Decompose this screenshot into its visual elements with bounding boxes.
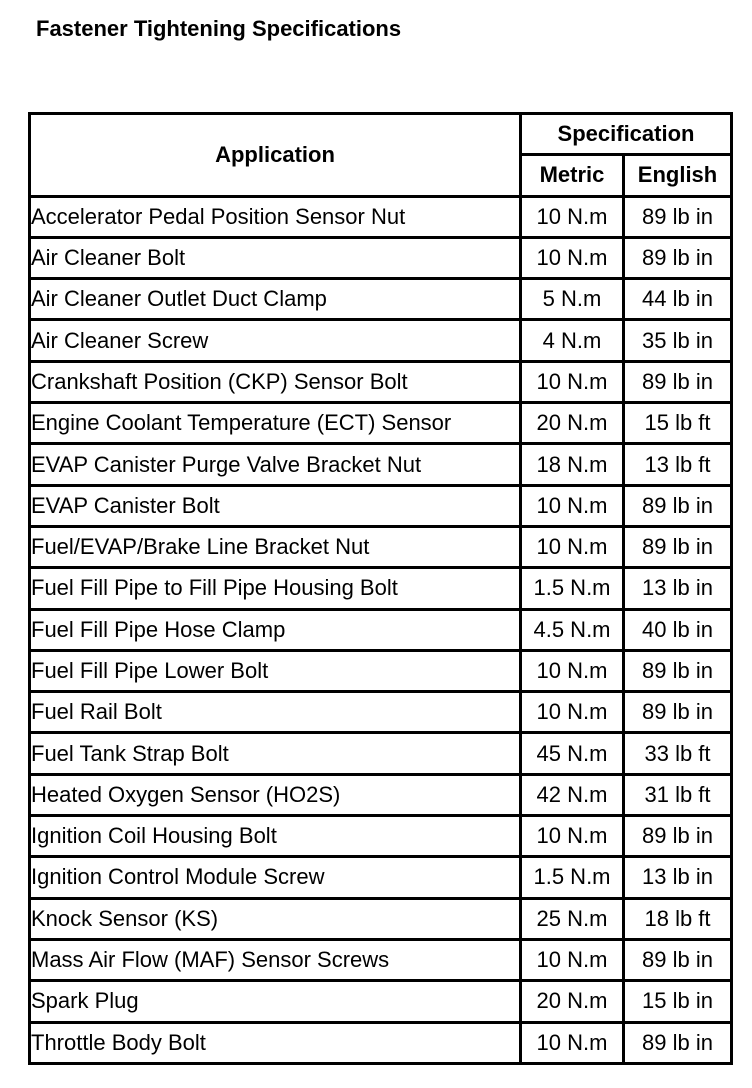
cell-metric: 42 N.m	[522, 776, 625, 817]
cell-application: Ignition Coil Housing Bolt	[31, 817, 522, 858]
table-row	[31, 321, 730, 362]
cell-metric: 10 N.m	[522, 652, 625, 693]
cell-english: 89 lb in	[642, 1029, 713, 1055]
page-title: Fastener Tightening Specifications	[36, 16, 402, 41]
cell-application: Knock Sensor (KS)	[31, 900, 522, 941]
table-row	[31, 734, 730, 775]
cell-english: 31 lb ft	[625, 776, 730, 817]
cell-metric: 10 N.m	[522, 198, 625, 239]
cell-application: Fuel Fill Pipe Hose Clamp	[31, 611, 522, 652]
table-row	[31, 404, 730, 445]
header-english: English	[625, 156, 730, 197]
cell-application: Fuel Fill Pipe to Fill Pipe Housing Bolt	[31, 569, 522, 610]
cell-application: Mass Air Flow (MAF) Sensor Screws	[31, 941, 522, 982]
cell-metric: 5 N.m	[522, 280, 625, 321]
cell-metric: 10 N.m	[522, 1024, 625, 1062]
cell-application: Ignition Control Module Screw	[31, 858, 522, 899]
cell-english: 15 lb ft	[625, 404, 730, 445]
cell-english: 44 lb in	[625, 280, 730, 321]
cell-english: 89 lb in	[625, 817, 730, 858]
fastener-spec-table	[28, 112, 733, 1065]
cell-metric: 1.5 N.m	[522, 569, 625, 610]
cell-metric: 1.5 N.m	[522, 858, 625, 899]
cell-metric: 18 N.m	[522, 445, 625, 486]
cell-metric: 10 N.m	[522, 487, 625, 528]
header-specification: Specification	[522, 115, 730, 156]
table-row	[31, 445, 730, 486]
cell-english: 89 lb in	[625, 487, 730, 528]
cell-metric: 10 N.m	[522, 239, 625, 280]
table-row	[31, 528, 730, 569]
cell-application: Fuel/EVAP/Brake Line Bracket Nut	[31, 528, 522, 569]
header-application: Application	[31, 115, 522, 198]
cell-english: 40 lb in	[625, 611, 730, 652]
cell-english: 18 lb ft	[625, 900, 730, 941]
cell-english: 13 lb in	[625, 858, 730, 899]
table-row	[31, 487, 730, 528]
cell-metric: 25 N.m	[522, 900, 625, 941]
cell-application: EVAP Canister Purge Valve Bracket Nut	[31, 445, 522, 486]
table-row	[31, 280, 730, 321]
table-row	[31, 611, 730, 652]
cell-application: Accelerator Pedal Position Sensor Nut	[31, 198, 522, 239]
cell-metric: 45 N.m	[522, 734, 625, 775]
cell-metric: 10 N.m	[522, 528, 625, 569]
table-row	[31, 941, 730, 982]
cell-metric: 20 N.m	[522, 404, 625, 445]
table-row	[31, 858, 730, 899]
table-row	[31, 693, 730, 734]
header-metric: Metric	[522, 156, 625, 197]
cell-application: Air Cleaner Bolt	[31, 239, 522, 280]
table-row	[31, 1024, 730, 1062]
cell-english: 89 lb in	[625, 528, 730, 569]
cell-application: Fuel Rail Bolt	[31, 693, 522, 734]
table-row	[31, 239, 730, 280]
cell-metric: 4 N.m	[522, 321, 625, 362]
cell-metric: 4.5 N.m	[522, 611, 625, 652]
cell-application: Crankshaft Position (CKP) Sensor Bolt	[31, 363, 522, 404]
table-row	[31, 900, 730, 941]
cell-english: 89 lb in	[625, 198, 730, 239]
cell-metric: 10 N.m	[522, 817, 625, 858]
cell-application: Heated Oxygen Sensor (HO2S)	[31, 776, 522, 817]
cell-english: 89 lb in	[625, 693, 730, 734]
table-row	[31, 776, 730, 817]
table-row	[31, 198, 730, 239]
cell-english: 35 lb in	[625, 321, 730, 362]
cell-english: 15 lb in	[625, 982, 730, 1023]
cell-application: EVAP Canister Bolt	[31, 487, 522, 528]
cell-application: Spark Plug	[31, 982, 522, 1023]
cell-english: 89 lb in	[625, 363, 730, 404]
table-row	[31, 363, 730, 404]
table-row	[31, 817, 730, 858]
cell-english: 13 lb in	[625, 569, 730, 610]
cell-english: 89 lb in	[625, 239, 730, 280]
cell-metric: 20 N.m	[522, 982, 625, 1023]
cell-english: 89 lb in	[625, 652, 730, 693]
table-row	[31, 982, 730, 1023]
cell-english: 89 lb in	[625, 941, 730, 982]
cell-application: Air Cleaner Screw	[31, 321, 522, 362]
cell-english: 13 lb ft	[625, 445, 730, 486]
cell-metric: 10 N.m	[522, 693, 625, 734]
cell-application: Fuel Tank Strap Bolt	[31, 734, 522, 775]
cell-english: 33 lb ft	[625, 734, 730, 775]
cell-application: Fuel Fill Pipe Lower Bolt	[31, 652, 522, 693]
cell-metric: 10 N.m	[522, 363, 625, 404]
cell-application: Throttle Body Bolt	[31, 1024, 522, 1062]
table-row	[31, 652, 730, 693]
cell-application: Engine Coolant Temperature (ECT) Sensor	[31, 404, 522, 445]
cell-metric: 10 N.m	[522, 941, 625, 982]
table-row	[31, 569, 730, 610]
cell-application: Air Cleaner Outlet Duct Clamp	[31, 280, 522, 321]
